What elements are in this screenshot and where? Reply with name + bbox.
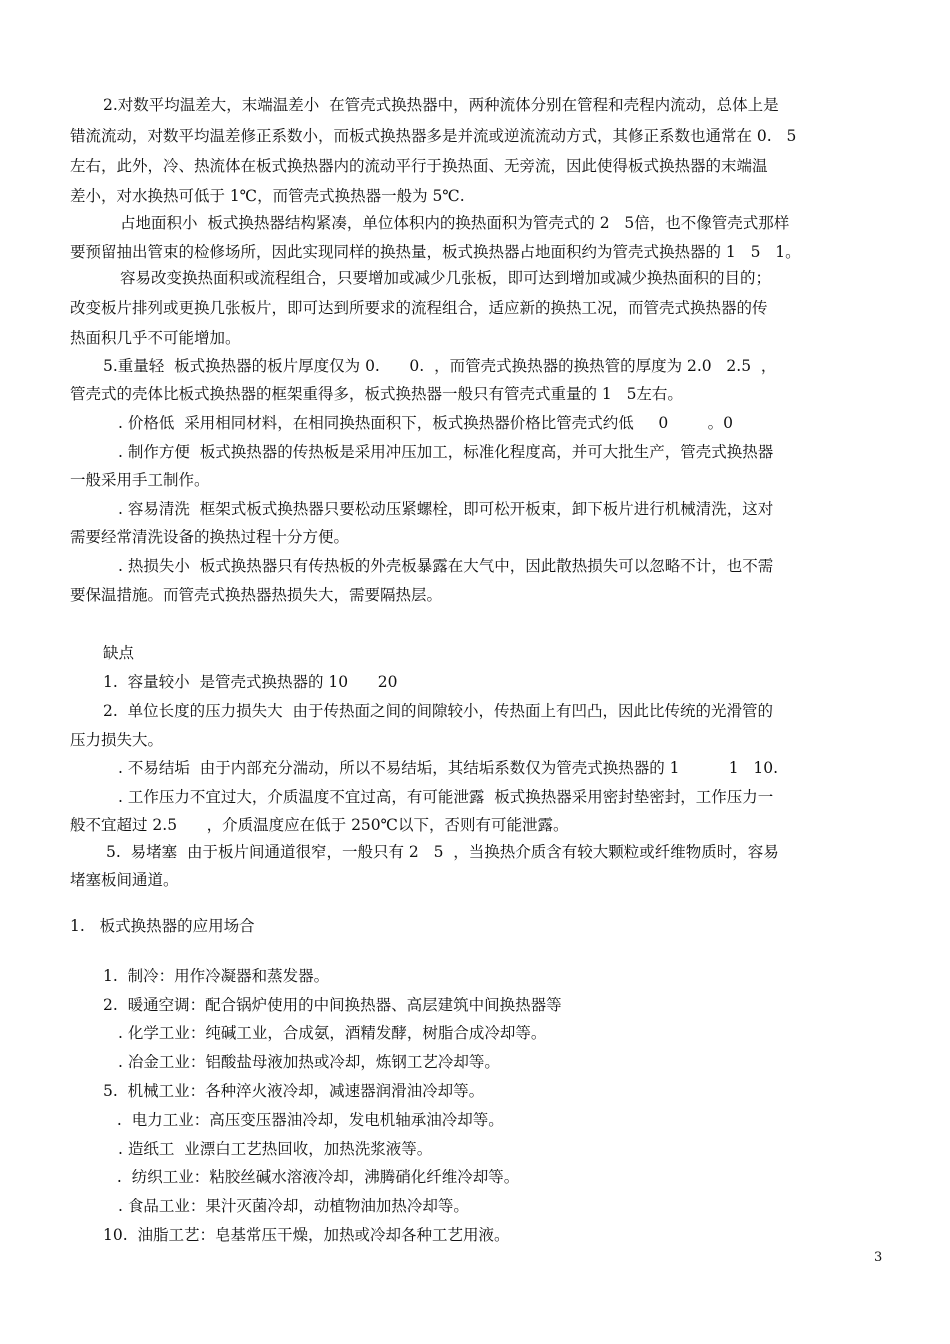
page-number: 3 <box>874 1250 883 1265</box>
text-line: 左右，此外，冷、热流体在板式换热器内的流动平行于换热面、无旁流，因此使得板式换热器的末端温 <box>70 157 768 175</box>
text-line: . 容易清洗 框架式板式换热器只要松动压紧螺栓，即可松开板束，卸下板片进行机械清洗，这对 <box>118 500 774 518</box>
text-line: 改变板片排列或更换几张板片，即可达到所要求的流程组合，适应新的换热工况，而管壳式换热器的传 <box>70 299 768 317</box>
text-line: 般不宜超过 2.5 ，介质温度应在低于 250℃以下，否则有可能泄露。 <box>70 816 569 834</box>
list-item: 10. 油脂工艺：皂基常压干燥，加热或冷却各种工艺用液。 <box>103 1226 510 1244</box>
text-line: 堵塞板间通道。 <box>70 871 179 889</box>
list-item: 5. 机械工业：各种淬火液冷却，减速器润滑油冷却等。 <box>103 1082 485 1100</box>
text-line: 需要经常清洗设备的换热过程十分方便。 <box>70 528 350 546</box>
text-line: 差小，对水换热可低于 1℃，而管壳式换热器一般为 5℃. <box>70 187 465 205</box>
list-item: 1. 制冷：用作冷凝器和蒸发器。 <box>103 967 330 985</box>
text-line: 管壳式的壳体比板式换热器的框架重得多，板式换热器一般只有管壳式重量的 1 5左右。 <box>70 385 683 403</box>
text-line: 容易改变换热面积或流程组合，只要增加或减少几张板，即可达到增加或减少换热面积的目的； <box>120 269 772 287</box>
text-line: . 制作方便 板式换热器的传热板是采用冲压加工，标准化程度高，并可大批生产，管壳式换热器 <box>118 443 774 461</box>
list-item: 2. 暖通空调：配合锅炉使用的中间换热器、高层建筑中间换热器等 <box>103 996 562 1014</box>
text-line: 压力损失大。 <box>70 731 164 749</box>
text-line: . 工作压力不宜过大，介质温度不宜过高，有可能泄露 板式换热器采用密封垫密封，工作压力一 <box>118 788 774 806</box>
text-line: 1. 容量较小 是管壳式换热器的 10 20 <box>103 673 398 691</box>
list-item: . 纺织工业：粘胶丝碱水溶液冷却，沸腾硝化纤维冷却等。 <box>112 1168 520 1186</box>
text-line: . 不易结垢 由于内部充分湍动，所以不易结垢，其结垢系数仅为管壳式换热器的 1 1 10. <box>118 759 779 777</box>
disadvantages-heading: 缺点 <box>103 644 135 662</box>
text-line: . 价格低 采用相同材料，在相同换热面积下，板式换热器价格比管壳式约低 0 。0 <box>118 414 733 432</box>
text-line: 一般采用手工制作。 <box>70 471 210 489</box>
list-item: . 化学工业：纯碱工业，合成氨，酒精发酵，树脂合成冷却等。 <box>118 1024 547 1042</box>
text-line: 5.重量轻 板式换热器的板片厚度仅为 0. 0. ，而管壳式换热器的换热管的厚度为 2.0 2.5 ， <box>103 357 777 375</box>
text-line: . 热损失小 板式换热器只有传热板的外壳板暴露在大气中，因此散热损失可以忽略不计，也不需 <box>118 557 774 575</box>
text-line: 5. 易堵塞 由于板片间通道很窄，一般只有 2 5 ，当换热介质含有较大颗粒或纤维物质时，容易 <box>106 843 779 861</box>
text-line: 错流流动，对数平均温差修正系数小，而板式换热器多是并流或逆流流动方式，其修正系数也通常在 0. 5 <box>70 127 797 145</box>
list-item: . 电力工业：高压变压器油冷却，发电机轴承油冷却等。 <box>112 1111 504 1129</box>
applications-heading: 1. 板式换热器的应用场合 <box>70 917 255 935</box>
list-item: . 冶金工业：铝酸盐母液加热或冷却，炼钢工艺冷却等。 <box>118 1053 500 1071</box>
text-line: 2. 单位长度的压力损失大 由于传热面之间的间隙较小，传热面上有凹凸，因此比传统的光滑管的 <box>103 702 773 720</box>
text-line: 占地面积小 板式换热器结构紧凑，单位体积内的换热面积为管壳式的 2 5倍，也不像管壳式那样 <box>120 214 790 232</box>
text-line: 要预留抽出管束的检修场所，因此实现同样的换热量，板式换热器占地面积约为管壳式换热器的 1 5 1。 <box>70 243 801 261</box>
text-line: 要保温措施。而管壳式换热器热损失大，需要隔热层。 <box>70 586 443 604</box>
text-line: 2.对数平均温差大，末端温差小 在管壳式换热器中，两种流体分别在管程和壳程内流动，总体上是 <box>103 96 779 114</box>
list-item: . 食品工业：果汁灭菌冷却，动植物油加热冷却等。 <box>118 1197 469 1215</box>
list-item: . 造纸工 业漂白工艺热回收，加热洗浆液等。 <box>118 1140 433 1158</box>
text-line: 热面积几乎不可能增加。 <box>70 329 241 347</box>
